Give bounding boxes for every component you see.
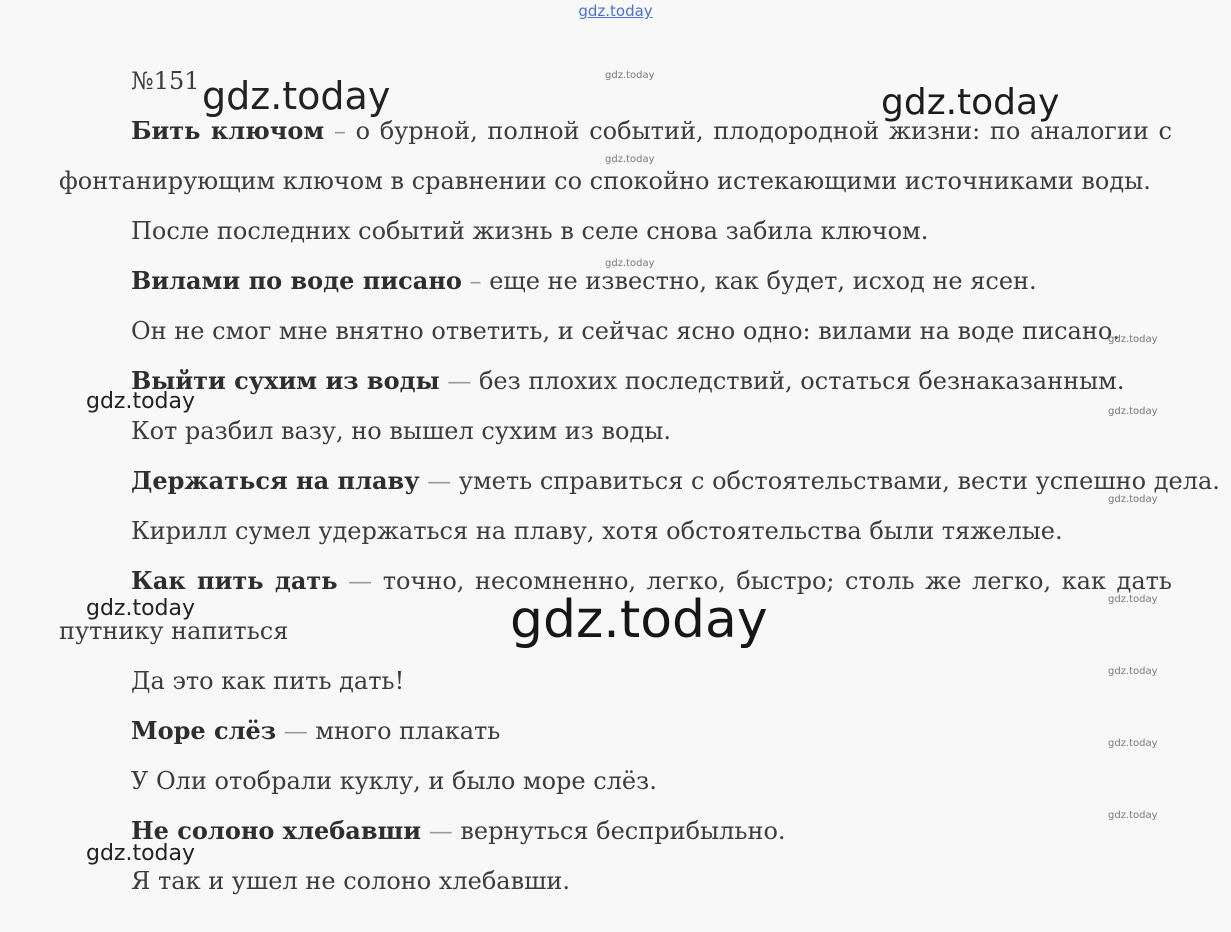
watermark: gdz.today	[1108, 738, 1158, 749]
watermark: gdz.today	[1108, 810, 1158, 821]
entry-1-definition-line-2: фонтанирующим ключом в сравнении со спокойно истекающими источниками воды.	[59, 167, 1151, 195]
entry-4-text: уметь справиться с обстоятельствами, вести успешно дела.	[458, 467, 1220, 495]
entry-3-text: без плохих последствий, остаться безнаказанным.	[478, 367, 1125, 395]
watermark: gdz.today	[1108, 594, 1158, 605]
watermark: gdz.today	[86, 841, 196, 866]
entry-5-term: Как пить дать	[131, 566, 338, 595]
entry-1-term: Бить ключом	[131, 116, 325, 145]
entry-7-example: Я так и ушел не солоно хлебавши.	[131, 867, 571, 895]
watermark: gdz.today	[881, 82, 1060, 123]
watermark: gdz.today	[605, 154, 655, 165]
watermark: gdz.today	[202, 74, 391, 118]
entry-1-definition: о бурной, полной событий, плодородной жизни: по аналогии с	[355, 117, 1172, 145]
entry-2-definition	[131, 266, 1037, 296]
watermark: gdz.today	[86, 389, 196, 414]
entry-7-dash: —	[428, 817, 453, 845]
entry-3-example: Кот разбил вазу, но вышел сухим из воды.	[131, 417, 671, 445]
entry-4-example: Кирилл сумел удержаться на плаву, хотя обстоятельства были тяжелые.	[131, 517, 1063, 545]
entry-5-dash: —	[348, 567, 373, 595]
entry-2-dash: –	[469, 267, 482, 295]
entry-6-definition	[131, 716, 500, 746]
site-link[interactable]: gdz.today	[578, 2, 653, 20]
entry-5-example: Да это как пить дать!	[131, 667, 405, 695]
entry-5-text: точно, несомненно, легко, быстро; столь же легко, как дать	[382, 567, 1172, 595]
entry-1-example: После последних событий жизнь в селе снова забила ключом.	[131, 217, 929, 245]
entry-6-text: много плакать	[315, 717, 501, 745]
entry-6-example: У Оли отобрали куклу, и было море слёз.	[131, 767, 657, 795]
exercise-number: №151	[131, 67, 200, 95]
watermark: gdz.today	[1108, 666, 1158, 677]
entry-7-definition	[131, 816, 786, 846]
watermark: gdz.today	[605, 258, 655, 269]
entry-4-dash: —	[427, 467, 452, 495]
watermark: gdz.today	[1108, 406, 1158, 417]
entry-3-definition	[131, 366, 1124, 396]
entry-1-dash: –	[333, 117, 346, 145]
watermark: gdz.today	[605, 70, 655, 81]
watermark: gdz.today	[86, 596, 196, 621]
watermark: gdz.today	[1108, 494, 1158, 505]
entry-6-dash: —	[283, 717, 308, 745]
watermark: gdz.today	[510, 590, 768, 650]
entry-5-definition-line-2: путнику напиться	[59, 617, 289, 645]
entry-2-example: Он не смог мне внятно ответить, и сейчас ясно одно: вилами на воде писано.	[131, 317, 1120, 345]
entry-7-text: вернуться бесприбыльно.	[460, 817, 786, 845]
entry-3-term: Выйти сухим из воды	[131, 366, 440, 395]
entry-2-text: еще не известно, как будет, исход не ясен.	[489, 267, 1037, 295]
entry-2-term: Вилами по воде писано	[131, 266, 462, 295]
watermark: gdz.today	[1108, 334, 1158, 345]
entry-3-dash: —	[447, 367, 472, 395]
entry-7-term: Не солоно хлебавши	[131, 816, 422, 845]
entry-4-term: Держаться на плаву	[131, 466, 420, 495]
entry-6-term: Море слёз	[131, 716, 277, 745]
entry-4-definition	[131, 466, 1220, 496]
